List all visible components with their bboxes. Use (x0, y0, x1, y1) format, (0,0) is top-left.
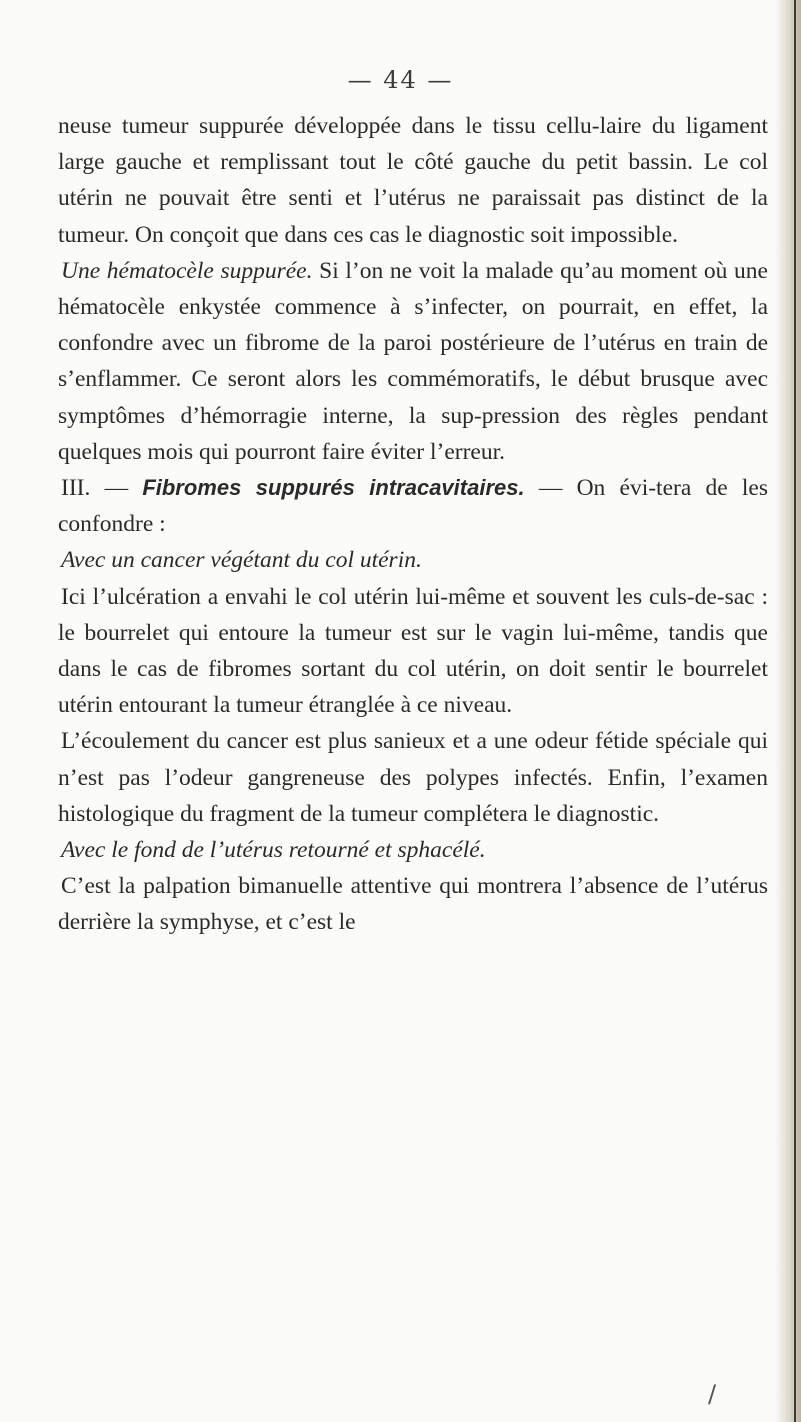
paragraph-3 (58, 470, 768, 542)
paragraph-5 (58, 579, 768, 724)
paragraph-2 (58, 253, 768, 470)
paragraph-text: Ici l’ulcération a envahi le col utérin lui-même et souvent les culs-de-sac : le bourrelet qui entoure la tumeur est sur le vagin lui-même, tandis que dans le cas de fibromes sortant du col utérin, on doit sentir le bourrelet utérin entourant la tumeur étranglée à ce niveau. (58, 583, 768, 719)
paragraph-heading-italic: Une hématocèle suppurée. (61, 257, 313, 284)
paragraph-text: C’est la palpation bimanuelle attentive qui montrera l’absence de l’utérus derrière la symphyse, et c’est le (58, 873, 768, 936)
paragraph-8 (58, 868, 768, 940)
paragraph-text: — On évi-tera de les confondre : (58, 475, 769, 538)
section-number: III. — (61, 475, 143, 502)
paragraph-6 (58, 723, 768, 832)
section-title: Fibromes suppurés intracavitaires. (142, 475, 525, 501)
paragraph-text: L’écoulement du cancer est plus sanieux et a une odeur fétide spéciale qui n’est pas l’odeur gangreneuse des polypes infectés. Enfin, l’examen histologique du fragment de la tumeur complétera le diagnostic. (58, 728, 768, 827)
page-number: — 44 — (347, 66, 454, 94)
body-text (58, 108, 768, 941)
page-edge-shadow (775, 0, 801, 1422)
paragraph-text: Si l’on ne voit la malade qu’au moment où une hématocèle enkystée commence à s’infecter, on pourrait, en effet, la confondre avec un fibrome de la paroi postérieure de l’utérus en train de s’enflammer. Ce seront alors les commémoratifs, le début brusque avec symptômes d’hémorragie interne, la sup-pression des règles pendant quelques mois qui pourront faire éviter l’erreur. (58, 257, 768, 465)
paragraph-text: neuse tumeur suppurée développée dans le tissu cellu-laire du ligament large gauche et remplissant tout le côté gauche du petit bassin. Le col utérin ne pouvait être senti et l’utérus ne paraissait pas distinct de la tumeur. On conçoit que dans ces cas le diagnostic soit impossible. (58, 113, 768, 248)
subheading-italic: Avec un cancer végétant du col utérin. (61, 547, 422, 574)
paragraph-1 (58, 108, 768, 253)
paragraph-4 (58, 542, 768, 578)
subheading-italic: Avec le fond de l’utérus retourné et sphacélé. (61, 837, 486, 864)
pencil-mark: / (708, 1380, 717, 1408)
page-edge-line (794, 0, 796, 1422)
paragraph-7 (58, 832, 768, 868)
